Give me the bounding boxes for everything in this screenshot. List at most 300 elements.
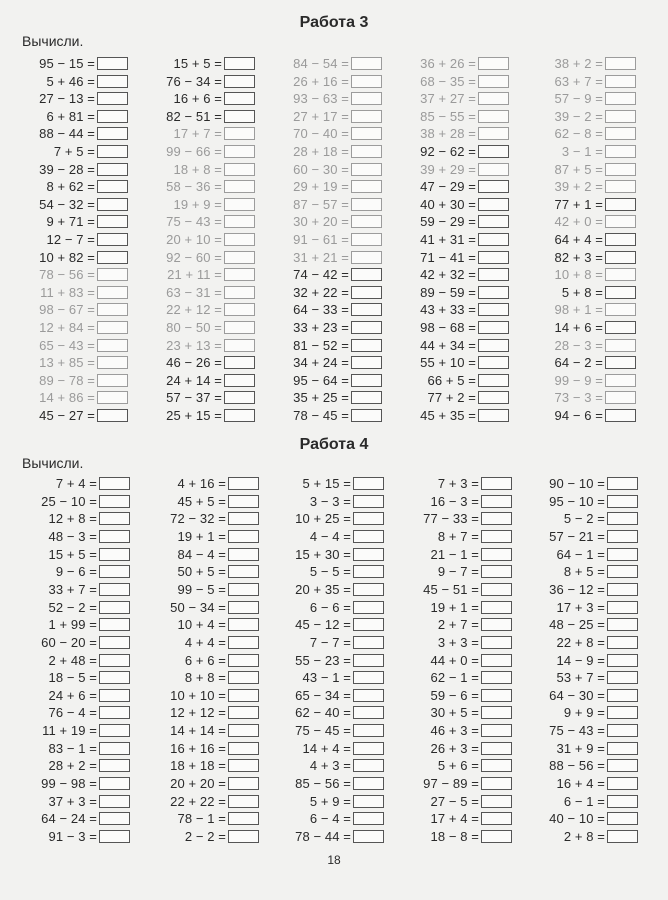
- answer-box[interactable]: [351, 251, 382, 264]
- answer-box[interactable]: [478, 110, 509, 123]
- answer-box[interactable]: [607, 706, 638, 719]
- answer-box[interactable]: [605, 268, 636, 281]
- answer-box[interactable]: [224, 356, 255, 369]
- exercise-expression: 12 − 7 =: [46, 232, 95, 247]
- exercise-expression: 5 + 6 =: [437, 758, 479, 774]
- exercise-row: [2, 546, 130, 563]
- exercise-expression: 64 + 4 =: [554, 232, 603, 247]
- exercise-expression: 7 + 3 =: [437, 476, 479, 491]
- answer-box[interactable]: [478, 127, 509, 140]
- answer-box[interactable]: [228, 601, 259, 614]
- exercise-expression: 35 + 25 =: [293, 390, 349, 406]
- answer-box[interactable]: [228, 671, 259, 684]
- answer-box[interactable]: [224, 339, 255, 352]
- answer-box[interactable]: [228, 777, 259, 790]
- exercise-row: [2, 722, 130, 739]
- exercise-expression: 14 − 9 =: [556, 652, 605, 668]
- answer-box[interactable]: [481, 706, 512, 719]
- exercise-expression: 99 − 9 =: [554, 372, 603, 388]
- answer-box[interactable]: [99, 512, 130, 525]
- answer-box[interactable]: [478, 180, 509, 193]
- answer-box[interactable]: [353, 495, 384, 508]
- answer-box[interactable]: [99, 795, 130, 808]
- exercise-row: [131, 687, 259, 704]
- answer-box[interactable]: [228, 495, 259, 508]
- answer-box[interactable]: [353, 548, 384, 561]
- answer-box[interactable]: [97, 57, 128, 70]
- answer-box[interactable]: [478, 391, 509, 404]
- exercise-expression: 37 + 27 =: [420, 91, 476, 107]
- answer-box[interactable]: [99, 583, 130, 596]
- answer-box[interactable]: [481, 477, 512, 490]
- exercise-row: [127, 389, 255, 406]
- exercise-row: [254, 213, 382, 230]
- exercise-expression: 11 + 19 =: [42, 723, 97, 739]
- exercise-row: [131, 546, 259, 563]
- exercise-row: [131, 810, 259, 827]
- answer-box[interactable]: [478, 75, 509, 88]
- answer-box[interactable]: [228, 830, 259, 843]
- answer-box[interactable]: [224, 321, 255, 334]
- answer-box[interactable]: [605, 127, 636, 140]
- answer-box[interactable]: [97, 180, 128, 193]
- exercise-row: [510, 581, 638, 598]
- answer-box[interactable]: [607, 565, 638, 578]
- answer-box[interactable]: [481, 812, 512, 825]
- exercise-row: [510, 740, 638, 757]
- answer-box[interactable]: [353, 706, 384, 719]
- answer-box[interactable]: [605, 215, 636, 228]
- answer-box[interactable]: [478, 57, 509, 70]
- answer-box[interactable]: [481, 742, 512, 755]
- answer-box[interactable]: [481, 495, 512, 508]
- answer-box[interactable]: [605, 339, 636, 352]
- exercise-row: [2, 599, 130, 616]
- answer-box[interactable]: [97, 286, 128, 299]
- exercise-row: [127, 143, 255, 160]
- exercise-row: [510, 757, 638, 774]
- answer-box[interactable]: [351, 145, 382, 158]
- answer-box[interactable]: [607, 495, 638, 508]
- answer-box[interactable]: [481, 689, 512, 702]
- exercise-row: [131, 493, 259, 510]
- exercise-expression: 45 + 5 =: [177, 493, 226, 509]
- exercise-expression: 21 + 11 =: [167, 267, 222, 283]
- answer-box[interactable]: [99, 495, 130, 508]
- answer-box[interactable]: [224, 286, 255, 299]
- answer-box[interactable]: [478, 303, 509, 316]
- exercise-row: [254, 372, 382, 389]
- answer-box[interactable]: [353, 512, 384, 525]
- answer-box[interactable]: [605, 180, 636, 193]
- answer-box[interactable]: [481, 830, 512, 843]
- answer-box[interactable]: [605, 145, 636, 158]
- exercise-expression: 78 − 44 =: [295, 829, 351, 844]
- exercise-expression: 98 − 67 =: [39, 302, 95, 318]
- answer-box[interactable]: [351, 286, 382, 299]
- answer-box[interactable]: [481, 636, 512, 649]
- answer-box[interactable]: [97, 251, 128, 264]
- answer-box[interactable]: [607, 795, 638, 808]
- answer-box[interactable]: [478, 92, 509, 105]
- exercise-row: [0, 354, 128, 371]
- answer-box[interactable]: [607, 742, 638, 755]
- answer-box[interactable]: [353, 724, 384, 737]
- exercise-row: [0, 389, 128, 406]
- exercise-expression: 75 − 45 =: [295, 723, 351, 739]
- exercise-row: [0, 196, 128, 213]
- answer-box[interactable]: [228, 512, 259, 525]
- answer-box[interactable]: [607, 724, 638, 737]
- answer-box[interactable]: [351, 180, 382, 193]
- exercise-expression: 75 − 43 =: [166, 214, 222, 230]
- answer-box[interactable]: [478, 356, 509, 369]
- answer-box[interactable]: [224, 180, 255, 193]
- answer-box[interactable]: [351, 198, 382, 211]
- answer-box[interactable]: [228, 530, 259, 543]
- exercise-expression: 63 + 7 =: [554, 73, 603, 89]
- answer-box[interactable]: [224, 251, 255, 264]
- exercise-expression: 18 + 8 =: [173, 161, 222, 177]
- answer-box[interactable]: [228, 636, 259, 649]
- exercise-row: [508, 284, 636, 301]
- answer-box[interactable]: [97, 110, 128, 123]
- answer-box[interactable]: [351, 391, 382, 404]
- answer-box[interactable]: [353, 654, 384, 667]
- answer-box[interactable]: [607, 601, 638, 614]
- answer-box[interactable]: [228, 724, 259, 737]
- exercise-expression: 48 − 25 =: [549, 617, 605, 633]
- answer-box[interactable]: [607, 548, 638, 561]
- exercise-expression: 19 + 9 =: [173, 196, 222, 212]
- answer-box[interactable]: [224, 145, 255, 158]
- answer-box[interactable]: [353, 742, 384, 755]
- answer-box[interactable]: [97, 374, 128, 387]
- answer-box[interactable]: [353, 759, 384, 772]
- answer-box[interactable]: [99, 830, 130, 843]
- answer-box[interactable]: [97, 75, 128, 88]
- answer-box[interactable]: [224, 92, 255, 105]
- answer-box[interactable]: [353, 795, 384, 808]
- answer-box[interactable]: [353, 583, 384, 596]
- answer-box[interactable]: [607, 830, 638, 843]
- exercise-row: [381, 213, 509, 230]
- answer-box[interactable]: [99, 742, 130, 755]
- answer-box[interactable]: [481, 759, 512, 772]
- exercise-row: [254, 301, 382, 318]
- exercise-row: [381, 337, 509, 354]
- exercise-expression: 70 − 40 =: [293, 126, 349, 142]
- exercise-row: [510, 616, 638, 633]
- answer-box[interactable]: [605, 374, 636, 387]
- answer-box[interactable]: [97, 198, 128, 211]
- answer-box[interactable]: [478, 215, 509, 228]
- answer-box[interactable]: [605, 409, 636, 422]
- answer-box[interactable]: [353, 689, 384, 702]
- exercise-expression: 89 − 78 =: [39, 372, 95, 388]
- answer-box[interactable]: [478, 145, 509, 158]
- answer-box[interactable]: [478, 251, 509, 264]
- exercise-expression: 5 + 15 =: [302, 476, 351, 491]
- answer-box[interactable]: [224, 215, 255, 228]
- answer-box[interactable]: [97, 409, 128, 422]
- answer-box[interactable]: [224, 110, 255, 123]
- answer-box[interactable]: [607, 477, 638, 490]
- answer-box[interactable]: [228, 477, 259, 490]
- exercise-expression: 59 − 6 =: [430, 687, 479, 703]
- answer-box[interactable]: [99, 812, 130, 825]
- exercise-row: [381, 266, 509, 283]
- answer-box[interactable]: [607, 777, 638, 790]
- answer-box[interactable]: [605, 110, 636, 123]
- answer-box[interactable]: [228, 742, 259, 755]
- answer-box[interactable]: [353, 671, 384, 684]
- exercise-expression: 95 − 15 =: [39, 56, 95, 71]
- answer-box[interactable]: [353, 477, 384, 490]
- answer-box[interactable]: [99, 530, 130, 543]
- answer-box[interactable]: [228, 565, 259, 578]
- answer-box[interactable]: [481, 654, 512, 667]
- answer-box[interactable]: [97, 356, 128, 369]
- answer-box[interactable]: [99, 636, 130, 649]
- exercise-row: [510, 828, 638, 845]
- answer-box[interactable]: [478, 198, 509, 211]
- answer-box[interactable]: [605, 251, 636, 264]
- answer-box[interactable]: [351, 127, 382, 140]
- answer-box[interactable]: [351, 356, 382, 369]
- exercise-expression: 12 + 8 =: [48, 511, 97, 527]
- exercise-row: [127, 90, 255, 107]
- exercise-row: [510, 528, 638, 545]
- answer-box[interactable]: [351, 215, 382, 228]
- answer-box[interactable]: [228, 618, 259, 631]
- answer-box[interactable]: [97, 268, 128, 281]
- answer-box[interactable]: [224, 163, 255, 176]
- answer-box[interactable]: [224, 75, 255, 88]
- answer-box[interactable]: [605, 75, 636, 88]
- answer-box[interactable]: [228, 689, 259, 702]
- answer-box[interactable]: [481, 601, 512, 614]
- exercise-expression: 60 − 20 =: [41, 634, 97, 650]
- answer-box[interactable]: [99, 671, 130, 684]
- exercise-row: [2, 563, 130, 580]
- answer-box[interactable]: [224, 303, 255, 316]
- answer-box[interactable]: [478, 286, 509, 299]
- exercise-row: [384, 528, 512, 545]
- exercise-row: [127, 301, 255, 318]
- answer-box[interactable]: [224, 57, 255, 70]
- exercise-expression: 41 + 31 =: [420, 232, 476, 247]
- answer-box[interactable]: [351, 339, 382, 352]
- answer-box[interactable]: [351, 57, 382, 70]
- answer-box[interactable]: [607, 512, 638, 525]
- answer-box[interactable]: [353, 830, 384, 843]
- exercise-expression: 78 − 1 =: [177, 811, 226, 827]
- answer-box[interactable]: [228, 548, 259, 561]
- exercise-expression: 40 − 10 =: [549, 811, 605, 827]
- exercise-expression: 9 + 71 =: [46, 214, 95, 230]
- answer-box[interactable]: [228, 795, 259, 808]
- answer-box[interactable]: [481, 777, 512, 790]
- exercise-row: [384, 493, 512, 510]
- answer-box[interactable]: [605, 163, 636, 176]
- answer-box[interactable]: [607, 759, 638, 772]
- answer-box[interactable]: [478, 409, 509, 422]
- answer-box[interactable]: [607, 618, 638, 631]
- answer-box[interactable]: [481, 548, 512, 561]
- answer-box[interactable]: [607, 654, 638, 667]
- exercise-row: [131, 704, 259, 721]
- exercise-row: [381, 319, 509, 336]
- answer-box[interactable]: [99, 601, 130, 614]
- exercise-expression: 31 + 21 =: [293, 249, 349, 265]
- exercise-row: [508, 319, 636, 336]
- exercise-expression: 91 − 61 =: [293, 232, 349, 247]
- exercise-row: [256, 757, 384, 774]
- answer-box[interactable]: [481, 724, 512, 737]
- exercise-expression: 36 − 12 =: [549, 581, 605, 597]
- answer-box[interactable]: [99, 618, 130, 631]
- answer-box[interactable]: [607, 671, 638, 684]
- answer-box[interactable]: [351, 268, 382, 281]
- exercise-row: [381, 284, 509, 301]
- exercise-expression: 65 − 34 =: [295, 687, 351, 703]
- answer-box[interactable]: [605, 321, 636, 334]
- exercise-expression: 54 − 32 =: [39, 196, 95, 212]
- answer-box[interactable]: [228, 583, 259, 596]
- exercise-expression: 39 − 2 =: [554, 108, 603, 124]
- answer-box[interactable]: [99, 706, 130, 719]
- answer-box[interactable]: [97, 303, 128, 316]
- answer-box[interactable]: [605, 303, 636, 316]
- answer-box[interactable]: [351, 92, 382, 105]
- exercise-expression: 16 − 3 =: [430, 493, 479, 509]
- answer-box[interactable]: [97, 391, 128, 404]
- answer-box[interactable]: [478, 321, 509, 334]
- answer-box[interactable]: [605, 356, 636, 369]
- answer-box[interactable]: [481, 795, 512, 808]
- answer-box[interactable]: [351, 409, 382, 422]
- answer-box[interactable]: [99, 654, 130, 667]
- answer-box[interactable]: [99, 777, 130, 790]
- answer-box[interactable]: [478, 374, 509, 387]
- answer-box[interactable]: [99, 477, 130, 490]
- answer-box[interactable]: [351, 233, 382, 246]
- answer-box[interactable]: [224, 268, 255, 281]
- answer-box[interactable]: [605, 57, 636, 70]
- answer-box[interactable]: [97, 145, 128, 158]
- exercise-expression: 24 + 6 =: [48, 687, 97, 703]
- answer-box[interactable]: [478, 339, 509, 352]
- answer-box[interactable]: [97, 92, 128, 105]
- exercise-expression: 4 − 4 =: [309, 528, 351, 544]
- answer-box[interactable]: [97, 339, 128, 352]
- answer-box[interactable]: [224, 198, 255, 211]
- answer-box[interactable]: [478, 233, 509, 246]
- answer-box[interactable]: [97, 127, 128, 140]
- answer-box[interactable]: [351, 374, 382, 387]
- answer-box[interactable]: [353, 565, 384, 578]
- answer-box[interactable]: [224, 233, 255, 246]
- answer-box[interactable]: [351, 163, 382, 176]
- answer-box[interactable]: [605, 92, 636, 105]
- exercise-row: [384, 687, 512, 704]
- answer-box[interactable]: [351, 75, 382, 88]
- answer-box[interactable]: [607, 636, 638, 649]
- answer-box[interactable]: [607, 689, 638, 702]
- answer-box[interactable]: [97, 163, 128, 176]
- answer-box[interactable]: [224, 127, 255, 140]
- exercise-expression: 85 − 56 =: [295, 776, 351, 792]
- answer-box[interactable]: [481, 618, 512, 631]
- answer-box[interactable]: [97, 233, 128, 246]
- answer-box[interactable]: [478, 268, 509, 281]
- answer-box[interactable]: [353, 601, 384, 614]
- exercise-expression: 13 + 85 =: [39, 355, 95, 371]
- answer-box[interactable]: [481, 565, 512, 578]
- answer-box[interactable]: [351, 321, 382, 334]
- answer-box[interactable]: [99, 548, 130, 561]
- exercise-expression: 42 + 0 =: [554, 214, 603, 230]
- answer-box[interactable]: [481, 583, 512, 596]
- answer-box[interactable]: [605, 286, 636, 299]
- answer-box[interactable]: [228, 706, 259, 719]
- answer-box[interactable]: [228, 812, 259, 825]
- exercise-row: [254, 161, 382, 178]
- exercise-expression: 47 − 29 =: [420, 179, 476, 195]
- exercise-expression: 22 + 8 =: [556, 634, 605, 650]
- answer-box[interactable]: [99, 724, 130, 737]
- answer-box[interactable]: [228, 654, 259, 667]
- exercise-row: [384, 652, 512, 669]
- exercise-expression: 8 + 7 =: [437, 528, 479, 544]
- answer-box[interactable]: [353, 777, 384, 790]
- answer-box[interactable]: [353, 812, 384, 825]
- answer-box[interactable]: [607, 530, 638, 543]
- answer-box[interactable]: [351, 303, 382, 316]
- exercise-row: [254, 125, 382, 142]
- exercise-expression: 46 − 26 =: [166, 355, 222, 371]
- exercise-row: [256, 828, 384, 845]
- answer-box[interactable]: [607, 583, 638, 596]
- answer-box[interactable]: [605, 198, 636, 211]
- exercise-row: [254, 389, 382, 406]
- answer-box[interactable]: [224, 391, 255, 404]
- answer-box[interactable]: [224, 374, 255, 387]
- answer-box[interactable]: [481, 512, 512, 525]
- answer-box[interactable]: [605, 233, 636, 246]
- answer-box[interactable]: [224, 409, 255, 422]
- answer-box[interactable]: [607, 812, 638, 825]
- answer-box[interactable]: [353, 636, 384, 649]
- answer-box[interactable]: [478, 163, 509, 176]
- exercise-row: [508, 231, 636, 248]
- answer-box[interactable]: [97, 215, 128, 228]
- exercise-expression: 28 + 2 =: [48, 758, 97, 774]
- answer-box[interactable]: [99, 759, 130, 772]
- answer-box[interactable]: [351, 110, 382, 123]
- answer-box[interactable]: [99, 689, 130, 702]
- answer-box[interactable]: [97, 321, 128, 334]
- exercise-expression: 8 + 62 =: [46, 179, 95, 195]
- answer-box[interactable]: [605, 391, 636, 404]
- answer-box[interactable]: [481, 530, 512, 543]
- answer-box[interactable]: [353, 618, 384, 631]
- answer-box[interactable]: [228, 759, 259, 772]
- answer-box[interactable]: [481, 671, 512, 684]
- answer-box[interactable]: [353, 530, 384, 543]
- answer-box[interactable]: [99, 565, 130, 578]
